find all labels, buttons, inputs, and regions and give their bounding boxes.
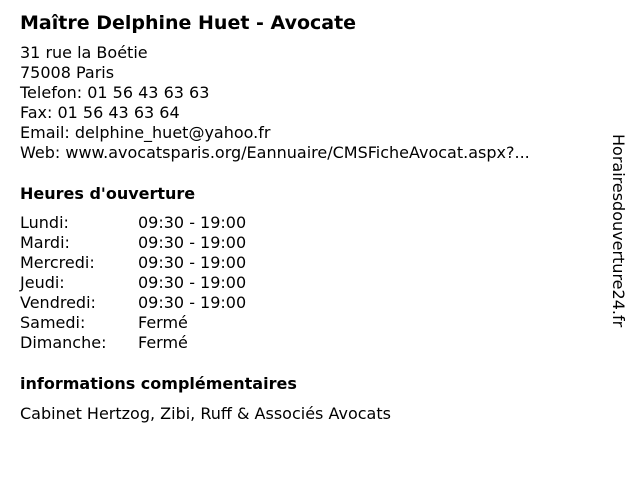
day-label: Jeudi: — [20, 273, 65, 292]
hours-row-saturday — [20, 313, 320, 333]
street-address: 31 rue la Boétie — [20, 43, 148, 62]
hours-row-monday — [20, 213, 320, 233]
hours-value: Fermé — [138, 313, 188, 332]
hours-row-thursday — [20, 273, 320, 293]
site-watermark: Horairesdouverture24.fr — [609, 134, 628, 328]
hours-value: 09:30 - 19:00 — [138, 273, 247, 292]
fax-number: Fax: 01 56 43 63 64 — [20, 103, 180, 122]
email-address: Email: delphine_huet@yahoo.fr — [20, 123, 271, 142]
phone-number: Telefon: 01 56 43 63 63 — [20, 83, 210, 102]
hours-row-wednesday — [20, 253, 320, 273]
opening-hours-table — [20, 213, 320, 353]
day-label: Dimanche: — [20, 333, 107, 352]
additional-info-heading: informations complémentaires — [20, 374, 297, 393]
hours-row-sunday — [20, 333, 320, 353]
contact-block — [20, 43, 530, 163]
additional-info-text: Cabinet Hertzog, Zibi, Ruff & Associés Avocats — [20, 404, 391, 423]
day-label: Lundi: — [20, 213, 69, 232]
city-postal: 75008 Paris — [20, 63, 115, 82]
day-label: Samedi: — [20, 313, 86, 332]
opening-hours-heading: Heures d'ouverture — [20, 184, 196, 203]
hours-value: 09:30 - 19:00 — [138, 233, 247, 252]
page-title: Maître Delphine Huet - Avocate — [20, 12, 357, 34]
hours-value: 09:30 - 19:00 — [138, 213, 247, 232]
hours-value: Fermé — [138, 333, 188, 352]
day-label: Mercredi: — [20, 253, 95, 272]
hours-row-tuesday — [20, 233, 320, 253]
day-label: Mardi: — [20, 233, 70, 252]
hours-row-friday — [20, 293, 320, 313]
day-label: Vendredi: — [20, 293, 96, 312]
hours-value: 09:30 - 19:00 — [138, 253, 247, 272]
hours-value: 09:30 - 19:00 — [138, 293, 247, 312]
website-url: Web: www.avocatsparis.org/Eannuaire/CMSFicheAvocat.aspx?... — [20, 143, 530, 162]
